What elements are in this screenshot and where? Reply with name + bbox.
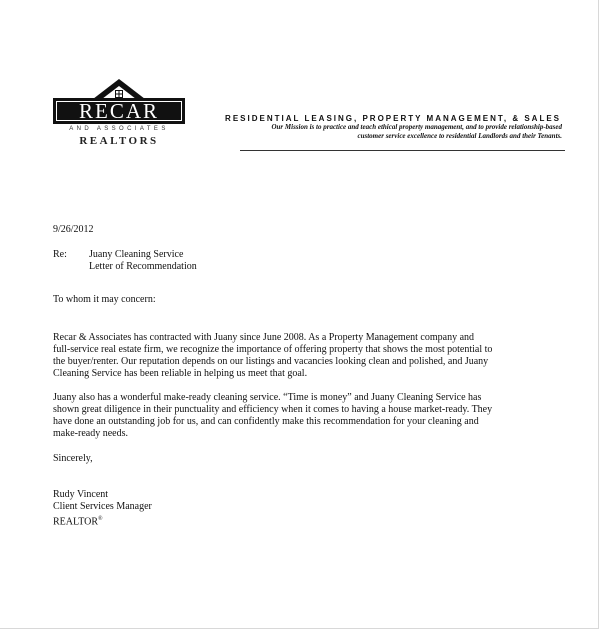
re-label: Re: xyxy=(53,249,67,260)
letter-date: 9/26/2012 xyxy=(53,224,94,235)
recar-logo xyxy=(53,76,187,148)
mission-line-1: Our Mission is to practice and teach ethical property management, and to provide relationship-based xyxy=(271,123,562,131)
paragraph-line: Juany also has a wonderful make-ready cleaning service. “Time is money” and Juany Cleaning Service has xyxy=(53,392,482,403)
logo-subtitle: AND ASSOCIATES xyxy=(69,126,169,132)
closing: Sincerely, xyxy=(53,453,93,464)
signer-name: Rudy Vincent xyxy=(53,489,109,500)
registered-mark: ® xyxy=(98,516,103,522)
re-line-2: Letter of Recommendation xyxy=(89,261,197,272)
signer-title: Client Services Manager xyxy=(53,501,152,512)
paragraph-line: Cleaning Service has been reliable in helping us meet that goal. xyxy=(53,368,308,379)
signer-credential xyxy=(53,513,103,528)
logo-wordmark-box xyxy=(53,98,185,124)
signer-credential-text: REALTOR xyxy=(53,516,99,528)
paragraph-line: full-service real estate firm, we recognize the importance of offering property that shows the most potential to xyxy=(53,344,493,355)
paragraph-line: shown great diligence in their punctuality and efficiency when it comes to having a house market-ready. They xyxy=(53,404,493,415)
paragraph-1 xyxy=(53,332,573,380)
header-tagline: RESIDENTIAL LEASING, PROPERTY MANAGEMENT, & SALES xyxy=(225,114,561,123)
salutation: To whom it may concern: xyxy=(53,294,156,305)
house-roof-icon xyxy=(53,76,187,100)
header-divider xyxy=(240,150,565,151)
paragraph-line: Recar & Associates has contracted with Juany since June 2008. As a Property Management company and xyxy=(53,332,475,343)
paragraph-line: the buyer/renter. Our reputation depends on our listings and vacancies looking clean and polished, and Juany xyxy=(53,356,489,367)
paragraph-line: have done an outstanding job for us, and can confidently make this recommendation for your cleaning and xyxy=(53,416,479,427)
paragraph-line: make-ready needs. xyxy=(53,428,128,439)
re-line-1: Juany Cleaning Service xyxy=(89,249,184,260)
mission-line-2: customer service excellence to residential Landlords and their Tenants. xyxy=(357,132,562,140)
logo-wordmark: RECAR xyxy=(56,101,182,121)
paragraph-2 xyxy=(53,392,573,440)
mission-statement xyxy=(222,123,562,141)
logo-realtors: REALTORS xyxy=(79,135,159,147)
